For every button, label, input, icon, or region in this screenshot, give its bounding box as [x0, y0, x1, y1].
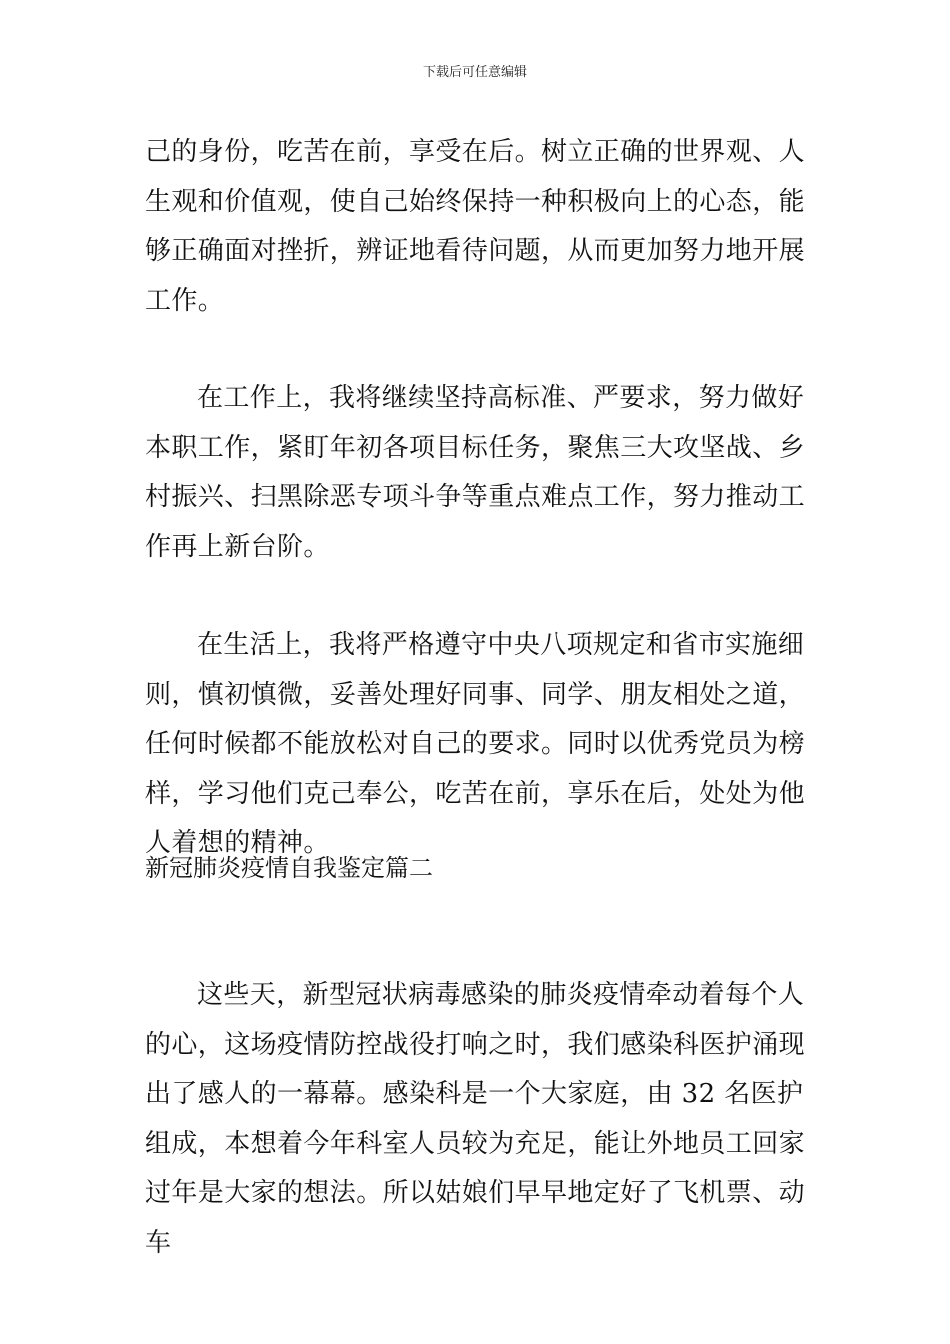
paragraph-1: 己的身份，吃苦在前，享受在后。树立正确的世界观、人生观和价值观，使自己始终保持一种积极向上的心态，能够正确面对挫折，辨证地看待问题，从而更加努力地开展工作。 — [145, 137, 806, 316]
paragraph-3: 在生活上，我将严格遵守中央八项规定和省市实施细则，慎初慎微，妥善处理好同事、同学、朋友相处之道，任何时候都不能放松对自己的要求。同时以优秀党员为榜样，学习他们克己奉公，吃苦在前，享乐在后，处处为他人着想的精神。 — [145, 630, 806, 858]
page-header: 下载后可任意编辑 — [422, 65, 527, 80]
section-paragraph: 这些天，新型冠状病毒感染的肺炎疫情牵动着每个人的心，这场疫情防控战役打响之时，我们感染科医护涌现出了感人的一幕幕。感染科是一个大家庭，由 32 名医护组成，本想着今年科室人员较为充足，能让外地员工回家过年是大家的想法。所以姑娘们早早地定好了飞机票、动车 — [145, 980, 806, 1258]
section-title: 新冠肺炎疫情自我鉴定篇二 — [145, 854, 433, 882]
paragraph-2: 在工作上，我将继续坚持高标准、严要求，努力做好本职工作，紧盯年初各项目标任务，聚焦三大攻坚战、乡村振兴、扫黑除恶专项斗争等重点难点工作，努力推动工作再上新台阶。 — [145, 383, 806, 562]
